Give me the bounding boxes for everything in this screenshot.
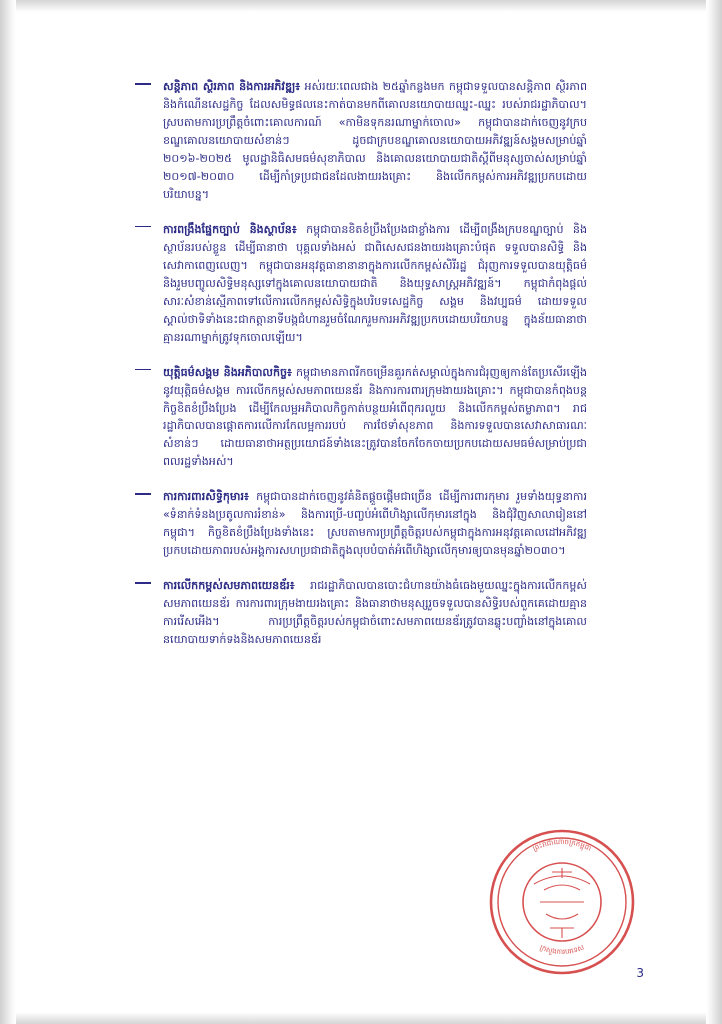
dash-bullet-icon	[135, 226, 151, 228]
paragraph-lead: ការការពារសិទ្ធិកុមារ៖	[163, 490, 249, 504]
dash-bullet-icon	[135, 493, 151, 495]
paragraph-item	[135, 488, 587, 560]
paragraph-text	[163, 364, 587, 472]
paragraph-text	[163, 577, 587, 649]
paragraph-item	[135, 221, 587, 347]
paragraph-text	[163, 78, 587, 204]
paragraph-body: អស់រយៈពេលជាង ២៥ឆ្នាំកន្លងមក កម្ពុជាទទួលបានសន្តិភាព ស្ថិរភាព និងកំណើនសេដ្ឋកិច្ច ដែលសមិទ្ធផលនេះកាត់បានមកពីគោលនយោបាយឈ្នះ-ឈ្នះ របស់រាជរដ្ឋាភិបាល។ ស្របតាមការប្រព្រឹត្តចំពោះគោលការណ៍ «កាមិនទុកនរណាម្នាក់ចោល» កម្ពុជាបានដាក់ចេញនូវក្របខណ្ឌគោលនយោបាយសំខាន់ៗ ដូចជាក្របខណ្ឌគោលនយោបាយអភិវឌ្ឍន៍សង្គមសម្រាប់ឆ្នាំ ២០១៦-២០២៥ មូលដ្ឋានិធិសមធម៌សុខាភិបាល និងគោលនយោបាយជាតិស្ដីពីមនុស្សចាស់សម្រាប់ឆ្នាំ ២០១៧-២០៣០ ដើម្បីកាំទ្រប្រជាជនដែលងាយរងគ្រោះ និងលើកកម្ពស់ការអភិវឌ្ឍប្រកបដោយបរិយាបន្ន។	[163, 80, 587, 201]
paragraph-lead: សន្តិភាព ស្ថិរភាព និងការអភិវឌ្ឍ៖	[163, 80, 301, 93]
paragraph-text	[163, 221, 587, 347]
paragraph-item	[135, 364, 587, 472]
page-edge-left	[0, 0, 16, 1024]
official-seal-stamp	[488, 828, 636, 976]
paragraph-body: កម្ពុជាមានភាពរីកចម្រើនគួរកត់សម្គាល់ក្នុងការជំរុញឲ្យកាន់តែប្រសើរឡើងនូវយុត្តិធម៌សង្គម ការលើកកម្ពស់សមភាពយេនឌ័រ និងការការពារក្រុមងាយរងគ្រោះ។ កម្ពុជាបានកំពុងបន្តកិច្ចខិតខំប្រឹងប្រែង ដើម្បីកែលម្អអភិបាលកិច្ចកាត់បន្ថយអំពើពុករលួយ និងលើកកម្ពស់តម្លាភាព។ រាជរដ្ឋាភិបាលបានផ្ដោតការលើការកែលម្អការរបប់ ការថែទាំសុខភាព និងការទទួលបានសេវាសាធារណៈសំខាន់ៗ ដោយធានាថាអត្ថប្រយោជន៍ទាំងនេះត្រូវបានចែកចែកចាយប្រកបដោយសមធម៌សម្រាប់ប្រជាពលរដ្ឋទាំងអស់។	[163, 365, 587, 469]
paragraph-item	[135, 78, 587, 204]
dash-bullet-icon	[135, 582, 151, 584]
paragraph-body: រាជរដ្ឋាភិបាលបានបោះជំហានយ៉ាងធំធេងមួយឈ្នះក្នុងការលើកកម្ពស់សមភាពយេនឌ័រ ការការពារក្រុមងាយរងគ្រោះ និងធានាថាមនុស្សរួចទទួលបានសិទ្ធិរបស់ពួកគេដោយគ្មានការរើសអើង។ ការប្រព្រឹត្តចិត្តរបស់កម្ពុជាចំពោះសមភាពយេនឌ័រត្រូវបានឆ្លុះបញ្ចាំងនៅក្នុងគោលនយោបាយទាក់ទងនិងសមភាពយេនឌ័រ	[163, 579, 587, 647]
paragraph-lead: ការលើកកម្ពស់សមភាពយេនឌ័រ៖	[163, 579, 295, 593]
dash-bullet-icon	[135, 369, 151, 371]
page-edge-top	[0, 0, 722, 12]
paragraph-body: កម្ពុជាបានខិតខំប្រឹងប្រែងជាខ្លាំងការ ដើម្បីពង្រឹងក្របខណ្ឌច្បាប់ និងស្ថាប័នរបស់ខ្លួន ដើម្បីធានាថា បុគ្គលទាំងអស់ ជាពិសេសជនងាយរងគ្រោះបំផុត ទទួលបានសិទ្ធិ និងសេវាកាពេញលេញ។ កម្ពុជាបានអនុវត្តធានានានាក្នុងការលើកកម្ពស់សិរីរដ្ឋ ជំរុញការទទួលបានយុត្តិធម៌ និងរួមបញ្ចូលសិទ្ធិមនុស្សទៅក្នុងគោលនយោបាយជាតិ និងយុទ្ធសាស្ត្រអភិវឌ្ឍន៍។ កម្ពុជាកំពុងផ្ដល់សារៈសំខាន់ស្មើភាពទៅលើការលើកកម្ពស់សិទ្ធិក្នុងបរិបទសេដ្ឋកិច្ច សង្គម និងវប្បធម៌ ដោយទទួលស្គាល់ថាទិទាំងនេះជាកត្តានាទីបង្កជំហានរួមចំណែករួមការអភិវឌ្ឍប្រកបដោយបរិយាបន្ន ក្នុងន័យធានាថាគ្មានរណាម្នាក់ត្រូវទុកចោលឡើយ។	[163, 222, 587, 344]
dash-bullet-icon	[135, 83, 151, 85]
seal-top-text: ព្រះរាជាណាចក្រកម្ពុជា	[531, 837, 593, 853]
paragraph-lead: យុត្តិធម៌សង្គម និងអភិបាលកិច្ច៖	[163, 365, 292, 379]
paragraph-lead: ការពង្រឹងផ្នែកច្បាប់ និងស្ថាប័ន៖	[163, 222, 297, 236]
paragraph-body: កម្ពុជាបានដាក់ចេញនូវគំនិតផ្ដួចផ្ដើមជាច្រើន ដើម្បីការពារកុមារ រួមទាំងយុទ្ធនាការ «ទំនាក់ទំនងប្រតូលការរំខាន់» និងការប្រើ-បញ្ចប់អំពើហិង្សាលើកុមារនៅក្នុង និងជុំវិញសាលារៀននៅកម្ពុជា។ កិច្ចខិតខំប្រឹងប្រែងទាំងនេះ ស្របតាមការប្រព្រឹត្តចិត្តរបស់កម្ពុជាក្នុងការអនុវត្តគោលដៅអភិវឌ្ឍប្រកបដោយភាពរបស់អង្គការសហប្រជាជាតិក្នុងលុបបំបាត់អំពើហិង្សាលើកុមារឲ្យបានមុនឆ្នាំ២០៣០។	[163, 490, 587, 558]
page-edge-bottom	[0, 1012, 722, 1024]
page-body	[135, 78, 587, 666]
page-number: 3	[636, 966, 644, 980]
paragraph-item	[135, 577, 587, 649]
seal-bottom-text: ក្រសួងការបរទេស	[538, 943, 586, 957]
paragraph-text	[163, 488, 587, 560]
page-edge-right	[706, 0, 722, 1024]
